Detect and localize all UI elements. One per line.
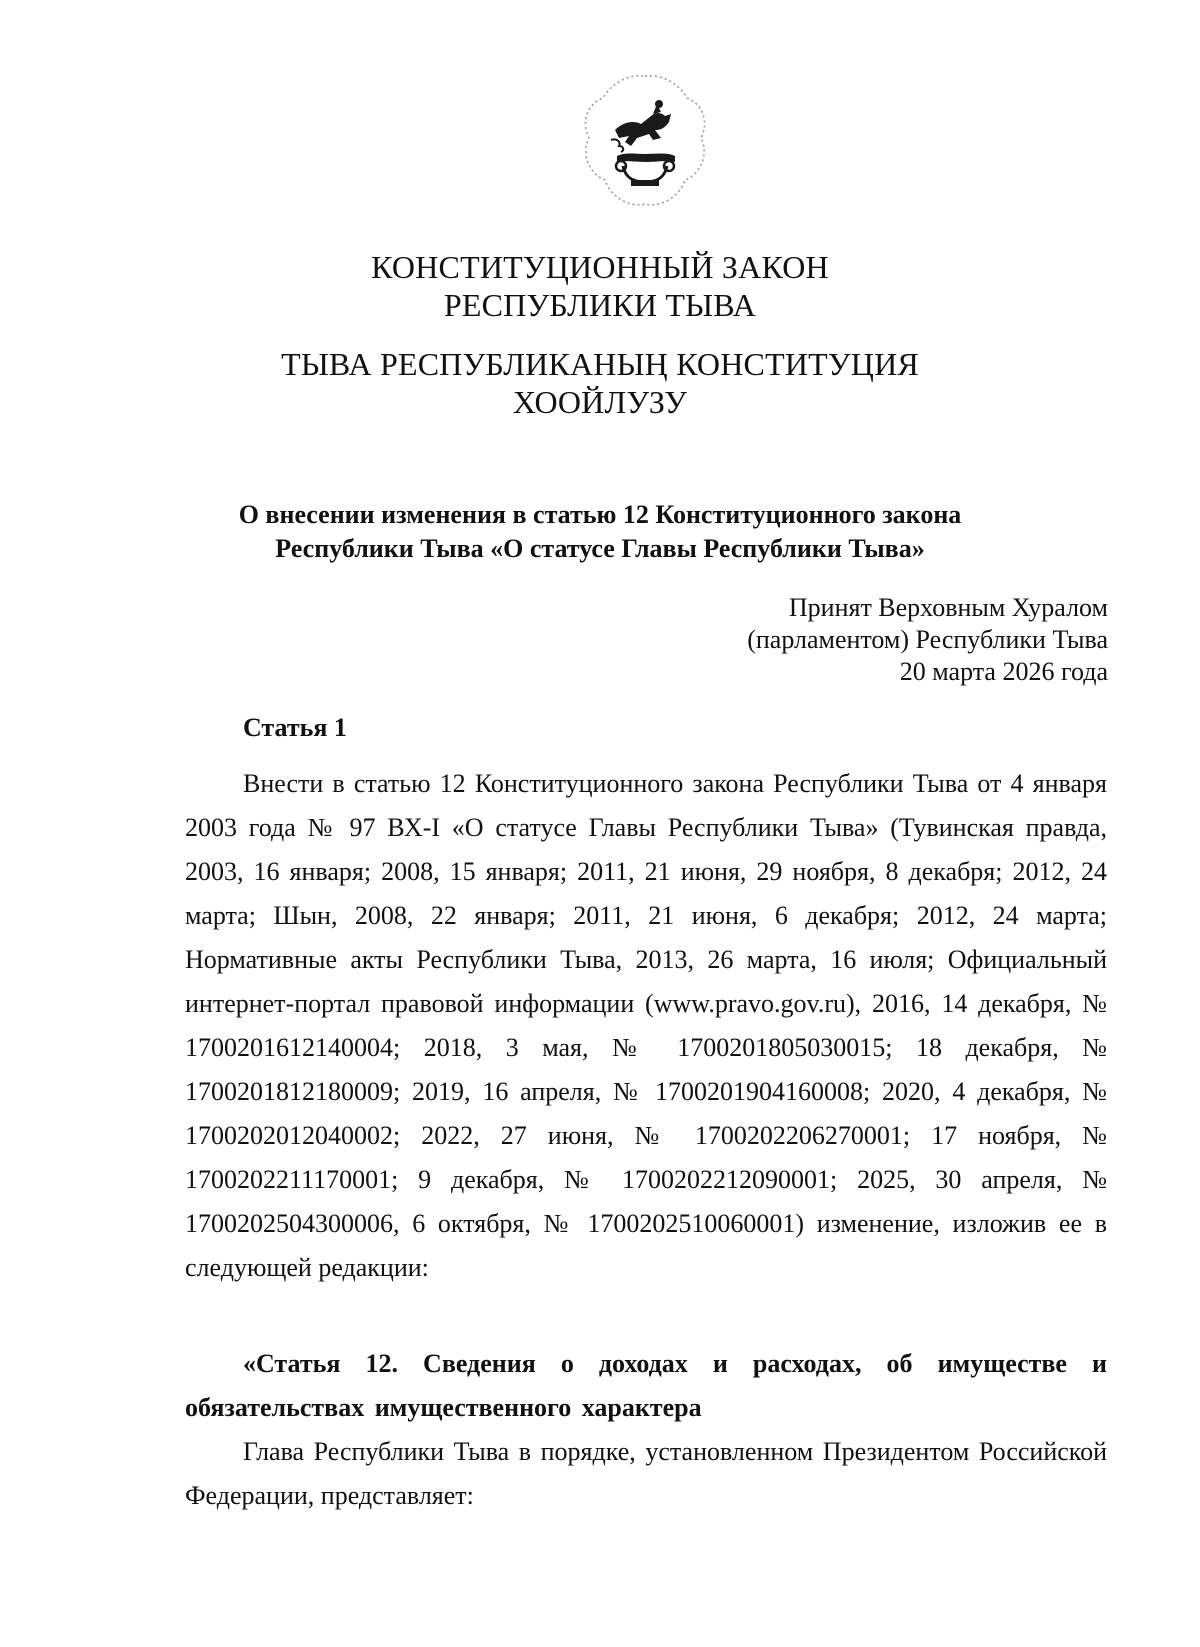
law-title-russian <box>0 248 1200 324</box>
adoption-notice <box>747 592 1108 688</box>
tuva-coat-of-arms-icon <box>575 68 715 218</box>
adoption-notice-line1: Принят Верховным Хуралом <box>788 593 1108 622</box>
article-1-paragraph: Внести в статью 12 Конституционного закона Республики Тыва от 4 января 2003 года № 97 ВХ-I «О статусе Главы Республики Тыва» (Тувинская правда, 2003, 16 января; 2008, 15 января; 2011, 21 июня, 29 ноября, 8 декабря; 2012, 24 марта; Шын, 2008, 22 января; 2011, 21 июня, 6 декабря; 2012, 24 марта; Нормативные акты Республики Тыва, 2013, 26 марта, 16 июля; Официальный интернет-портал правовой информации (www.pravo.gov.ru), 2016, 14 декабря, № 1700201612140004; 2018, 3 мая, № 1700201805030015; 18 декабря, № 1700201812180009; 2019, 16 апреля, № 1700201904160008; 2020, 4 декабря, № 1700202012040002; 2022, 27 июня, № 1700202206270001; 17 ноября, № 1700202211170001; 9 декабря, № 1700202212090001; 2025, 30 апреля, № 1700202504300006, 6 октября, № 1700202510060001) изменение, изложив ее в следующей редакции: <box>185 769 1107 1282</box>
law-subtitle-line1: О внесении изменения в статью 12 Конституционного закона <box>238 500 962 529</box>
article-12-heading: «Статья 12. Сведения о доходах и расходах, об имуществе и обязательствах имущественного характера <box>185 1349 1107 1422</box>
law-title-russian-line2: РЕСПУБЛИКИ ТЫВА <box>443 287 757 323</box>
adoption-date: 20 марта 2026 года <box>899 657 1108 686</box>
law-title-russian-line1: КОНСТИТУЦИОННЫЙ ЗАКОН <box>371 249 829 285</box>
law-subtitle <box>0 498 1200 566</box>
article-1-heading: Статья 1 <box>243 713 347 742</box>
law-subtitle-line2: Республики Тыва «О статусе Главы Республики Тыва» <box>275 534 925 563</box>
law-title-tuvan-line1: ТЫВА РЕСПУБЛИКАНЫҢ КОНСТИТУЦИЯ <box>281 346 919 382</box>
adoption-notice-line2: (парламентом) Республики Тыва <box>747 625 1108 654</box>
law-title-tuvan-line2: ХООЙЛУЗУ <box>512 384 688 420</box>
law-title-tuvan <box>0 345 1200 421</box>
article-12-paragraph: Глава Республики Тыва в порядке, установленном Президентом Российской Федерации, представляет: <box>185 1437 1107 1510</box>
